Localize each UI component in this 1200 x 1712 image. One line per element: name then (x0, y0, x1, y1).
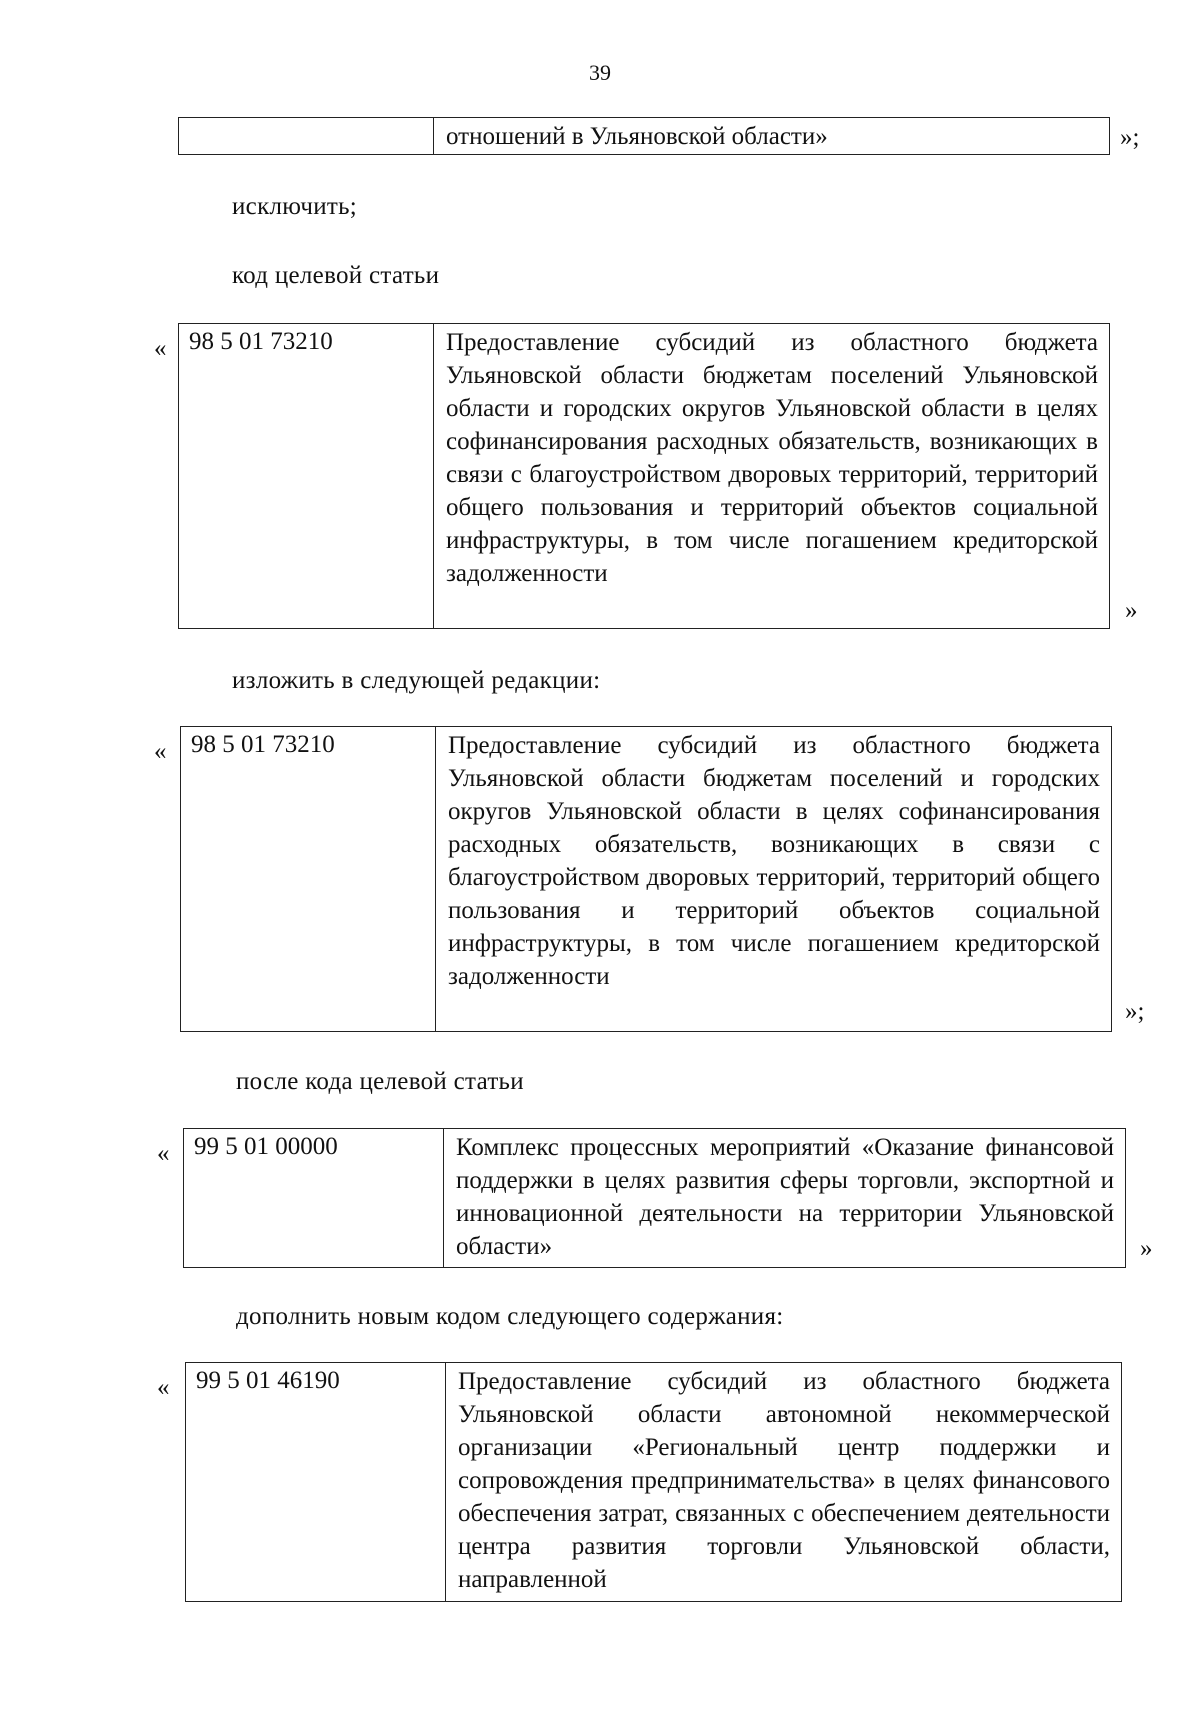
description-cell: отношений в Ульяновской области» (446, 123, 828, 150)
closing-quote: »; (1125, 998, 1145, 1025)
closing-quote: » (1140, 1235, 1153, 1262)
instruction-add-code: дополнить новым кодом следующего содержания: (236, 1303, 784, 1330)
instruction-exclude: исключить; (232, 193, 358, 220)
description-cell: Предоставление субсидий из областного бюджета Ульяновской области бюджетам поселений Ульяновской области и городских округов Ульяновской области в целях софинансирования расходных обязательств, возникающих в связи с благоустройством дворовых территорий, территорий общего пользования и территорий объектов социальной инфраструктуры, в том числе погашением кредиторской задолженности (446, 329, 1098, 587)
opening-quote: « (154, 335, 167, 362)
description-cell: Предоставление субсидий из областного бюджета Ульяновской области бюджетам поселений и городских округов Ульяновской области в целях софинансирования расходных обязательств, возникающих в связи с благоустройством дворовых территорий, территорий общего пользования и территорий объектов социальной инфраструктуры, в том числе погашением кредиторской задолженности (448, 732, 1100, 990)
table-row (185, 1362, 1122, 1602)
table-row-continuation (178, 117, 1110, 155)
code-cell: 99 5 01 00000 (184, 1129, 444, 1267)
description-cell: Комплекс процессных мероприятий «Оказание финансовой поддержки в целях развития сферы торговли, экспортной и инновационной деятельности на территории Ульяновской области» (456, 1134, 1114, 1260)
table-row (178, 323, 1110, 629)
page-number: 39 (589, 60, 611, 85)
closing-quote: »; (1120, 124, 1140, 151)
opening-quote: « (157, 1140, 170, 1167)
instruction-revise: изложить в следующей редакции: (232, 667, 601, 694)
code-cell: 99 5 01 46190 (186, 1363, 446, 1601)
code-cell: 98 5 01 73210 (179, 324, 434, 628)
closing-quote: » (1125, 597, 1138, 624)
code-cell: 98 5 01 73210 (181, 727, 436, 1031)
instruction-target-code: код целевой статьи (232, 262, 440, 289)
opening-quote: « (157, 1374, 170, 1401)
description-cell: Предоставление субсидий из областного бюджета Ульяновской области автономной некоммерческой организации «Региональный центр поддержки и сопровождения предпринимательства» в целях финансового обеспечения затрат, связанных с обеспечением деятельности центра развития торговли Ульяновской области, направленной (458, 1368, 1110, 1593)
instruction-after-code: после кода целевой статьи (236, 1068, 524, 1095)
table-row (183, 1128, 1126, 1268)
code-cell (179, 118, 434, 154)
table-row (180, 726, 1112, 1032)
opening-quote: « (154, 738, 167, 765)
